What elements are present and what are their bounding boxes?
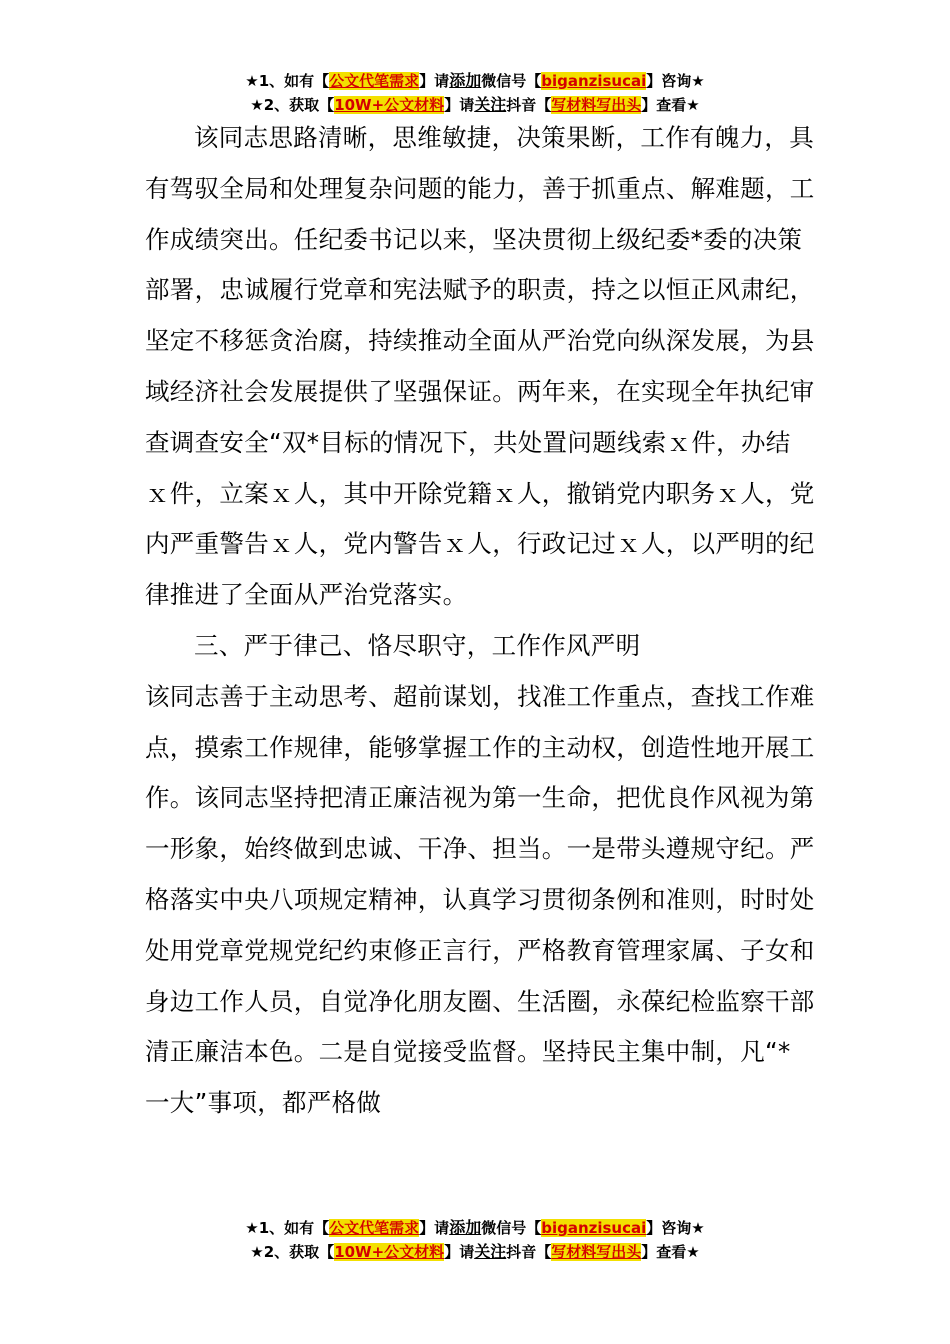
promo-text: 】请 <box>419 72 450 90</box>
promo-text: ★1、如有【 <box>245 72 330 90</box>
document-body <box>145 113 815 1129</box>
promo-header <box>0 69 950 117</box>
underlined-text: 关注 <box>474 95 507 114</box>
paragraph-achievements: 该同志思路清晰，思维敏捷，决策果断，工作有魄力，具有驾驭全局和处理复杂问题的能力，善于抓重点、解难题，工作成绩突出。任纪委书记以来，坚决贯彻上级纪委*委的决策部署，忠诚履行党章和宪法赋予的职责，持之以恒正风肃纪，坚定不移惩贪治腐，持续推动全面从严治党向纵深发展，为县域经济社会发展提供了坚强保证。两年来，在实现全年执纪审查调查安全“双*目标的情况下，共处置问题线索ｘ件，办结ｘ件，立案ｘ人，其中开除党籍ｘ人，撤销党内职务ｘ人，党内严重警告ｘ人，党内警告ｘ人，行政记过ｘ人，以严明的纪律推进了全面从严治党落实。 <box>145 123 815 610</box>
section-heading-3: 三、严于律己、恪尽职守，工作作风严明 <box>194 630 641 660</box>
underlined-text: 添加 <box>449 71 482 90</box>
promo-line-1 <box>0 69 950 93</box>
promo-text: 】咨询★ <box>646 1219 705 1237</box>
promo-text: 抖音【 <box>506 96 552 114</box>
highlight-text: 10W+公文材料 <box>334 1243 445 1261</box>
promo-text: 】请 <box>444 1243 475 1261</box>
highlight-text: 公文代笔需求 <box>329 72 420 90</box>
promo-text: 微信号【 <box>481 72 542 90</box>
underlined-text: 关注 <box>474 1242 507 1261</box>
promo-text: ★2、获取【 <box>250 96 335 114</box>
promo-line-2 <box>0 1240 950 1264</box>
promo-line-1 <box>0 1216 950 1240</box>
promo-text: 】查看★ <box>641 96 700 114</box>
promo-text: 】请 <box>444 96 475 114</box>
douyin-id: 写材料写出头 <box>551 96 642 114</box>
underlined-text: 添加 <box>449 1218 482 1237</box>
paragraph-conduct: 该同志善于主动思考、超前谋划，找准工作重点，查找工作难点，摸索工作规律，能够掌握工作的主动权，创造性地开展工作。该同志坚持把清正廉洁视为第一生命，把优良作风视为第一形象，始终做到忠诚、干净、担当。一是带头遵规守纪。严格落实中央八项规定精神，认真学习贯彻条例和准则，时时处处用党章党规党纪约束修正言行，严格教育管理家属、子女和身边工作人员，自觉净化朋友圈、生活圈，永葆纪检监察干部清正廉洁本色。二是自觉接受监督。坚持民主集中制，凡“*一大”事项，都严格做 <box>145 681 815 1118</box>
highlight-text: 10W+公文材料 <box>334 96 445 114</box>
promo-text: 】咨询★ <box>646 72 705 90</box>
promo-text: ★2、获取【 <box>250 1243 335 1261</box>
highlight-text: 公文代笔需求 <box>329 1219 420 1237</box>
promo-text: ★1、如有【 <box>245 1219 330 1237</box>
promo-text: 微信号【 <box>481 1219 542 1237</box>
promo-text: 】请 <box>419 1219 450 1237</box>
promo-text: 抖音【 <box>506 1243 552 1261</box>
promo-text: 】查看★ <box>641 1243 700 1261</box>
wechat-id: biganzisucai <box>541 72 647 90</box>
promo-footer <box>0 1216 950 1264</box>
douyin-id: 写材料写出头 <box>551 1243 642 1261</box>
wechat-id: biganzisucai <box>541 1219 647 1237</box>
